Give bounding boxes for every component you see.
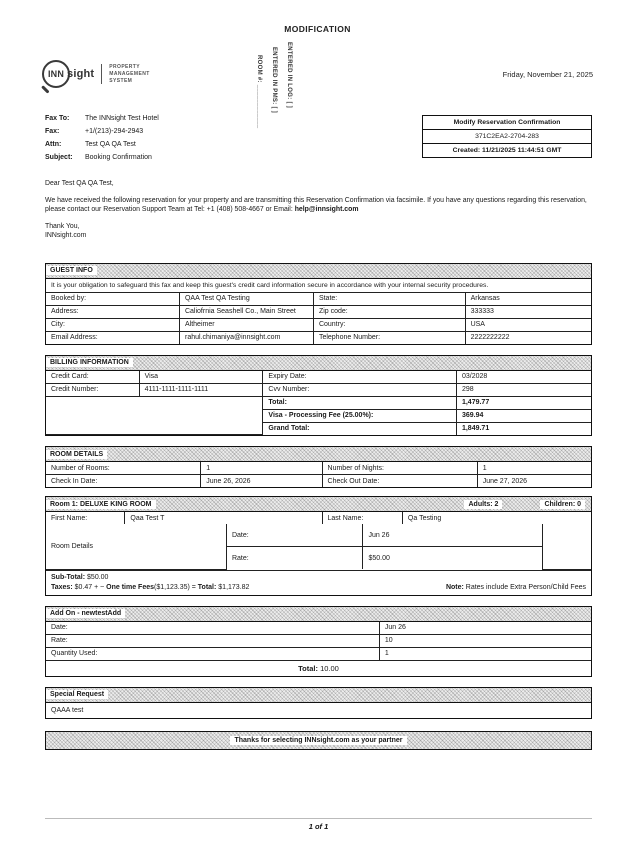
letter-block (45, 179, 592, 241)
subject-label: Subject: (45, 154, 73, 161)
processing-fee-value: 369.94 (456, 409, 591, 422)
confirmation-title: Modify Reservation Confirmation (453, 119, 561, 126)
table-row (46, 634, 591, 647)
logo-circle: INN (42, 60, 70, 88)
first-name-value: Qaa Test T (125, 512, 322, 524)
cvv-value: 298 (456, 383, 591, 396)
one-time-fees-value: ($1,123.35) = (154, 583, 198, 591)
note-value: Rates include Extra Person/Child Fees (463, 583, 586, 591)
room1-section (45, 496, 592, 596)
grand-total-label: Grand Total: (263, 422, 457, 435)
cvv-label: Cvv Number: (263, 383, 457, 396)
expiry-value: 03/2028 (456, 371, 591, 384)
fax-number-value: +1/(213)-294-2943 (85, 128, 144, 135)
credit-card-label: Credit Card: (46, 371, 139, 384)
letter-closing (45, 222, 592, 241)
credit-card-value: Visa (139, 371, 263, 384)
room1-occupancy (464, 500, 585, 509)
table-row (46, 462, 591, 475)
number-of-rooms-label: Number of Rooms: (46, 462, 201, 475)
rate-date-value: Jun 26 (363, 524, 542, 547)
country-value: USA (465, 318, 591, 331)
expiry-label: Expiry Date: (263, 371, 457, 384)
addon-date-value: Jun 26 (379, 622, 591, 635)
processing-fee-label: Visa - Processing Fee (25.00%): (263, 409, 457, 422)
addon-rate-value: 10 (379, 634, 591, 647)
telephone-label: Telephone Number: (313, 331, 465, 344)
room-details-header (46, 447, 591, 462)
subject-value: Booking Confirmation (85, 154, 152, 161)
state-value: Arkansas (465, 293, 591, 306)
last-name-label: Last Name: (322, 512, 402, 524)
room-details-section (45, 446, 592, 488)
letter-body-text: We have received the following reservation for your property and are transmitting this Reservation Confirmation via facsimile. If you have any questions regarding this reservation, please contact our Reservation Support Team at Tel: +1 (408) 508-4667 or Email: (45, 196, 587, 213)
address-label: Address: (46, 305, 179, 318)
table-row (46, 512, 591, 524)
total-label: Total: (263, 396, 457, 409)
telephone-value: 2222222222 (465, 331, 591, 344)
children-count: Children: 0 (540, 500, 585, 509)
table-row (46, 475, 591, 488)
booked-by-label: Booked by: (46, 293, 179, 306)
addon-total-label: Total: (298, 663, 318, 673)
billing-section (45, 355, 592, 437)
closing-text: Thank You, (45, 222, 80, 230)
room1-totals-row (46, 570, 591, 595)
table-row (46, 331, 591, 344)
special-request-section (45, 687, 592, 719)
rates-note (446, 583, 586, 593)
logo-tagline-line1: PROPERTY (109, 64, 140, 70)
number-of-nights-label: Number of Nights: (322, 462, 477, 475)
rate-date-label: Date: (226, 524, 362, 547)
confirmation-created-timestamp: Created: 11/21/2025 11:44:51 GMT (423, 143, 591, 157)
special-request-title: Special Request (46, 690, 108, 699)
addon-rate-label: Rate: (46, 634, 379, 647)
fax-to-value: The INNsight Test Hotel (85, 115, 159, 122)
attn-value: Test QA QA Test (85, 141, 136, 148)
zip-value: 333333 (465, 305, 591, 318)
room1-totals-text (51, 573, 249, 593)
last-name-value: Qa Testing (402, 512, 591, 524)
addon-section (45, 606, 592, 677)
guest-info-title: GUEST INFO (46, 266, 97, 275)
taxes-label: Taxes: (51, 583, 73, 591)
addon-table (46, 622, 591, 660)
credit-number-value: 4111-1111-1111-1111 (139, 383, 263, 396)
salutation: Dear Test QA QA Test, (45, 180, 114, 187)
grand-total-value: 1,849.71 (456, 422, 591, 435)
room1-total-value: $1,173.82 (216, 583, 250, 591)
guest-name-table (46, 512, 591, 524)
adults-count: Adults: 2 (464, 500, 502, 509)
table-row (46, 293, 591, 306)
room1-title: Room 1: DELUXE KING ROOM (46, 500, 156, 509)
check-out-label: Check Out Date: (322, 475, 477, 488)
stamp-room-number: ROOM #: ____________ (256, 55, 262, 129)
number-of-rooms-value: 1 (201, 462, 322, 475)
billing-title: BILLING INFORMATION (46, 358, 133, 367)
check-out-value: June 27, 2026 (477, 475, 591, 488)
document-title: MODIFICATION (284, 24, 351, 34)
billing-header (46, 356, 591, 371)
guest-info-table (46, 293, 591, 344)
document-date: Friday, November 21, 2025 (502, 70, 593, 79)
attn-label: Attn: (45, 141, 62, 148)
number-of-nights-value: 1 (477, 462, 591, 475)
addon-quantity-label: Quantity Used: (46, 647, 379, 660)
billing-table (46, 371, 591, 436)
table-row (46, 305, 591, 318)
logo-tagline (101, 64, 149, 84)
document-body (45, 112, 592, 750)
room-details-title: ROOM DETAILS (46, 450, 107, 459)
guest-info-section (45, 263, 592, 345)
room-details-cell: Room Details (46, 524, 226, 569)
check-in-value: June 26, 2026 (201, 475, 322, 488)
table-row (46, 524, 591, 547)
email-label: Email Address: (46, 331, 179, 344)
rate-empty-cell (542, 524, 591, 569)
city-label: City: (46, 318, 179, 331)
one-time-fees-label: One time Fees (106, 583, 155, 591)
taxes-line (51, 583, 249, 593)
check-in-label: Check In Date: (46, 475, 201, 488)
booked-by-value: QAA Test QA Testing (179, 293, 313, 306)
taxes-value: $0.47 + ~ (72, 583, 107, 591)
credit-number-label: Credit Number: (46, 383, 139, 396)
reservation-confirmation-box (422, 115, 592, 158)
magnifier-logo-icon (42, 60, 94, 88)
thanks-text: Thanks for selecting INNsight.com as your partner (230, 736, 406, 745)
billing-empty-cell (46, 396, 263, 435)
addon-header (46, 607, 591, 622)
stamp-entered-in-log: ENTERED IN LOG: [ ] (286, 42, 292, 109)
innsight-logo (42, 60, 150, 88)
confirmation-number: 371C2EA2-2704-283 (423, 129, 591, 143)
addon-total-row (46, 660, 591, 676)
city-value: Altheimer (179, 318, 313, 331)
logo-tagline-line3: SYSTEM (109, 78, 133, 84)
country-label: Country: (313, 318, 465, 331)
special-request-value: QAAA test (51, 706, 84, 714)
guest-info-header (46, 264, 591, 279)
page-footer (45, 818, 592, 831)
room-details-table (46, 462, 591, 487)
email-value: rahul.chimaniya@innsight.com (179, 331, 313, 344)
room1-total-label: Total: (197, 583, 217, 591)
address-value: Caliofrnia Seashell Co., Main Street (179, 305, 313, 318)
table-row (46, 396, 591, 409)
addon-title: Add On - newtestAdd (46, 609, 125, 618)
fax-number-label: Fax: (45, 128, 60, 135)
fax-to-label: Fax To: (45, 115, 70, 122)
addon-quantity-value: 1 (379, 647, 591, 660)
table-row (46, 371, 591, 384)
letter-body (45, 196, 592, 215)
room-rate-table (46, 524, 591, 570)
room1-header (46, 497, 591, 512)
support-email: help@innsight.com (294, 206, 359, 213)
table-row (46, 318, 591, 331)
special-request-header (46, 688, 591, 703)
page-number: 1 of 1 (308, 822, 329, 831)
security-notice: It is your obligation to safeguard this fax and keep this guest's credit card information secure in accordance with your internal security procedures. (46, 279, 591, 293)
first-name-label: First Name: (46, 512, 125, 524)
thanks-banner (45, 731, 592, 750)
subtotal-label: Sub-Total: (51, 573, 86, 581)
note-label: Note: (445, 583, 464, 591)
stamp-entered-in-pms: ENTERED IN PMS: [ ] (271, 47, 277, 114)
addon-date-label: Date: (46, 622, 379, 635)
signature-text: INNsight.com (45, 232, 87, 239)
zip-label: Zip code: (313, 305, 465, 318)
table-row (46, 383, 591, 396)
state-label: State: (313, 293, 465, 306)
rate-value: $50.00 (363, 547, 542, 570)
logo-brand-suffix: sight (67, 68, 95, 80)
subtotal-value: $50.00 (85, 573, 109, 581)
table-row (46, 647, 591, 660)
rate-label: Rate: (226, 547, 362, 570)
logo-tagline-line2: MANAGEMENT (109, 71, 150, 77)
total-value: 1,479.77 (456, 396, 591, 409)
table-row (46, 622, 591, 635)
subtotal-line (51, 573, 249, 583)
addon-total-value: 10.00 (318, 663, 339, 673)
